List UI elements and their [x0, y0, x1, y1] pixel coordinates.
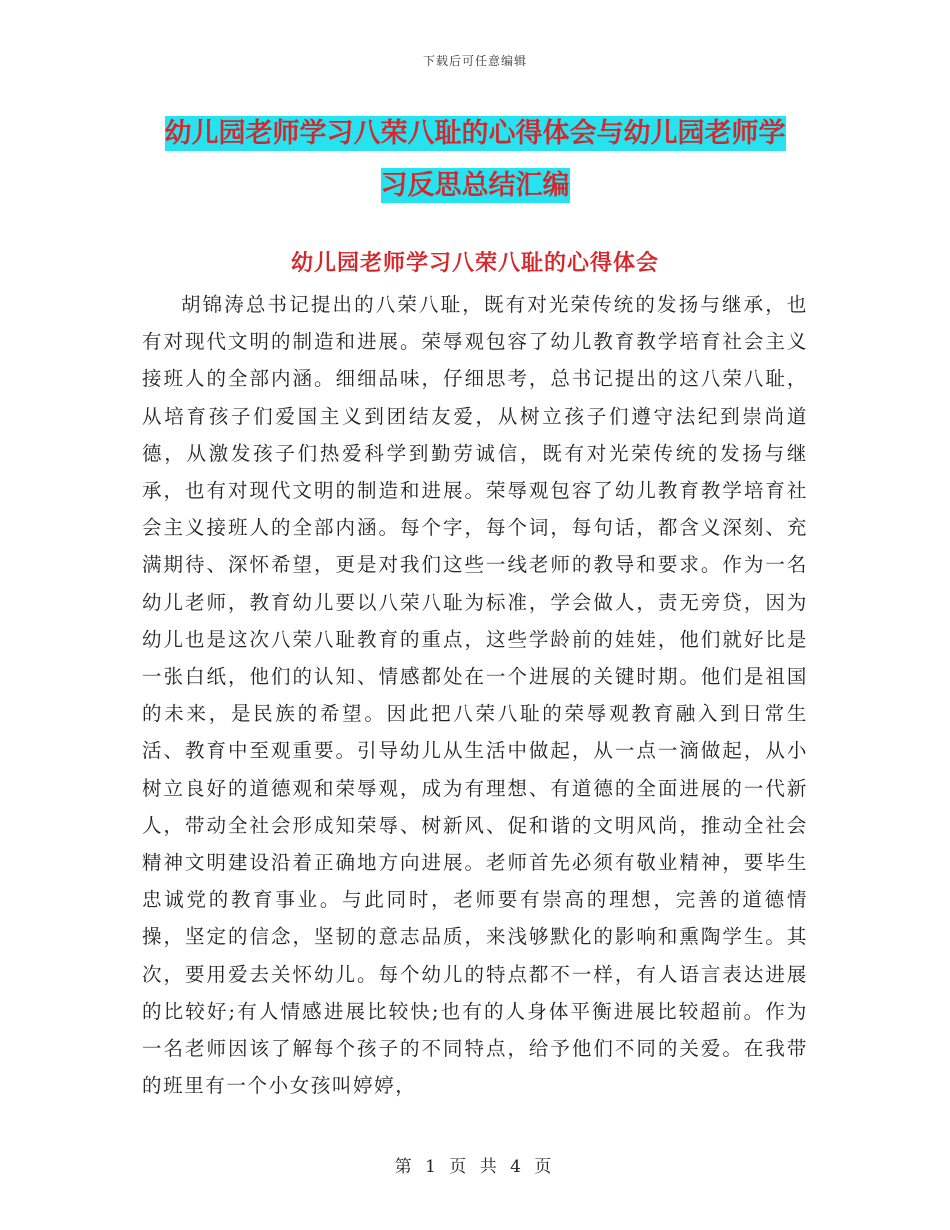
document-title — [140, 108, 810, 212]
page-number-footer: 第 1 页 共 4 页 — [394, 1157, 556, 1177]
document-title-line1: 幼儿园老师学习八荣八耻的心得体会与幼儿园老师学 — [164, 118, 786, 149]
header-note: 下载后可任意编辑 — [422, 54, 527, 68]
document-title-line2: 习反思总结汇编 — [380, 170, 570, 201]
section-title: 幼儿园老师学习八荣八耻的心得体会 — [290, 250, 659, 276]
body-paragraph: 胡锦涛总书记提出的八荣八耻，既有对光荣传统的发扬与继承，也有对现代文明的制造和进展。荣辱观包容了幼儿教育教学培育社会主义接班人的全部内涵。细细品味，仔细思考，总书记提出的这八荣八耻，从培育孩子们爱国主义到团结友爱，从树立孩子们遵守法纪到崇尚道德，从激发孩子们热爱科学到勤劳诚信，既有对光荣传统的发扬与继承，也有对现代文明的制造和进展。荣辱观包容了幼儿教育教学培育社会主义接班人的全部内涵。每个字，每个词，每句话，都含义深刻、充满期待、深怀希望，更是对我们这些一线老师的教导和要求。作为一名幼儿老师，教育幼儿要以八荣八耻为标准，学会做人，责无旁贷，因为幼儿也是这次八荣八耻教育的重点，这些学龄前的娃娃，他们就好比是一张白纸，他们的认知、情感都处在一个进展的关键时期。他们是祖国的未来，是民族的希望。因此把八荣八耻的荣辱观教育融入到日常生活、教育中至观重要。引导幼儿从生活中做起，从一点一滴做起，从小树立良好的道德观和荣辱观，成为有理想、有道德的全面进展的一代新人，带动全社会形成知荣辱、树新风、促和谐的文明风尚，推动全社会精神文明建设沿着正确地方向进展。老师首先必须有敬业精神，要毕生忠诚党的教育事业。与此同时，老师要有崇高的理想，完善的道德情操，坚定的信念，坚韧的意志品质，来浅够默化的影响和熏陶学生。其次，要用爱去关怀幼儿。每个幼儿的特点都不一样，有人语言表达进展的比较好;有人情感进展比较快;也有的人身体平衡进展比较超前。作为一名老师因该了解每个孩子的不同特点，给予他们不同的关爱。在我带的班里有一个小女孩叫婷婷， — [142, 293, 808, 1098]
